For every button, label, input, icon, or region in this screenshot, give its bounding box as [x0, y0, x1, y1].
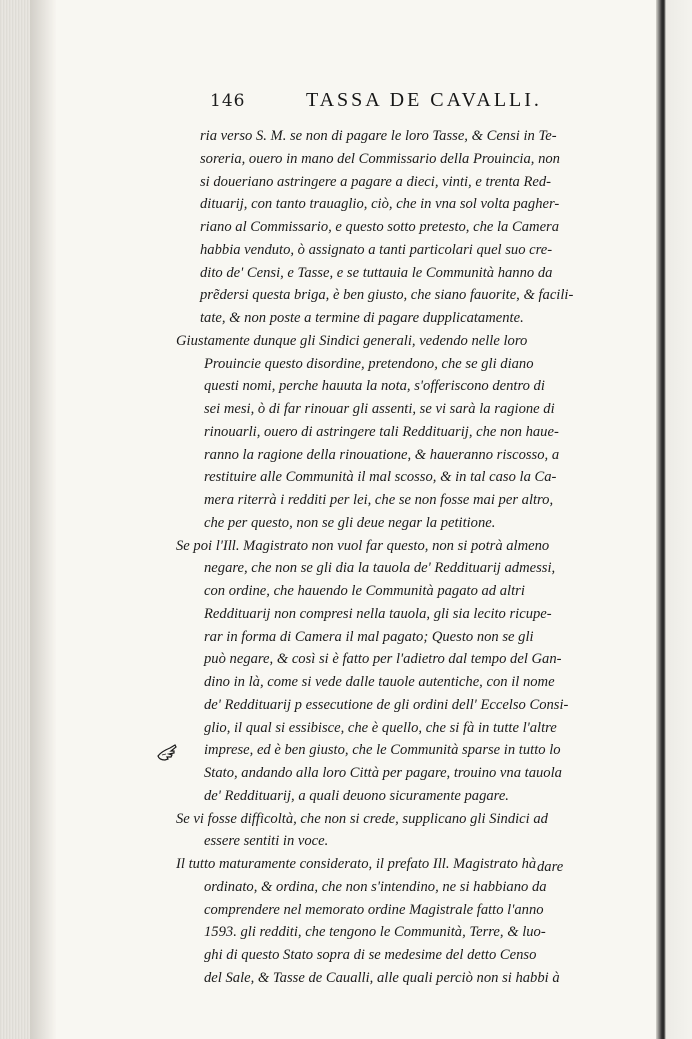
- text-line: ordinato, & ordina, che non s'intendino, ne si habbiano da: [204, 878, 547, 895]
- paragraph: [172, 330, 592, 535]
- text-line: che per questo, non se gli deue negar la petitione.: [204, 514, 496, 531]
- running-title: TASSA DE CAVALLI.: [306, 89, 542, 111]
- text-line: sei mesi, ò di far rinouar gli assenti, se vi sarà la ragione di: [204, 401, 555, 417]
- page-header: [210, 91, 570, 121]
- text-line: questi nomi, perche hauuta la nota, s'offeriscono dentro di: [204, 378, 545, 395]
- text-line: Reddituarij non compresi nella tauola, gli sia lecito ricupe-: [204, 605, 552, 622]
- text-line: ghi di questo Stato sopra di se medesime del detto Censo: [204, 947, 537, 963]
- text-line: può negare, & così si è fatto per l'adietro dal tempo del Gan-: [204, 651, 562, 668]
- text-line: restituire alle Communità il mal scosso, & in tal caso la Ca-: [204, 469, 557, 486]
- text-line: soreria, ouero in mano del Commissario della Prouincia, non: [200, 150, 560, 167]
- text-line: comprendere nel memorato ordine Magistrale fatto l'anno: [204, 901, 544, 918]
- facing-page-edge: [656, 0, 692, 1039]
- text-line: Prouincie questo disordine, pretendono, che se gli diano: [204, 355, 534, 372]
- text-line: mera riterrà i redditi per lei, che se non fosse mai per altro,: [204, 492, 554, 508]
- page-stack-edge: [0, 0, 30, 1039]
- text-line: dino in là, come si vede dalle tauole autentiche, con il nome: [204, 674, 555, 690]
- text-line: ranno la ragione della rinouatione, & haueranno riscosso, a: [204, 446, 560, 463]
- text-line: Stato, andando alla loro Città per pagare, trouino vna tauola: [204, 765, 562, 781]
- paragraph: [172, 808, 592, 854]
- gutter-shadow: [30, 0, 56, 1039]
- text-line: de' Reddituarij p essecutione de gli ordini dell' Eccelso Consi-: [204, 696, 569, 713]
- text-line: negare, che non se gli dia la tauola de' Reddituarij admessi,: [204, 560, 556, 577]
- text-line: imprese, ed è ben giusto, che le Communità sparse in tutto lo: [204, 742, 561, 759]
- text-line: dito de' Censi, e Tasse, e se tuttauia le Communità hanno da: [200, 264, 553, 281]
- text-line: del Sale, & Tasse de Caualli, alle quali perciò non si habbi à: [204, 969, 560, 986]
- text-line: essere sentiti in voce.: [204, 833, 329, 850]
- text-line: Se poi l'Ill. Magistrato non vuol far questo, non si potrà almeno: [176, 537, 550, 554]
- text-line: habbia venduto, ò assignato a tanti particolari quel suo cre-: [200, 241, 553, 258]
- paragraph: [172, 535, 592, 808]
- text-line: ria verso S. M. se non di pagare le loro Tasse, & Censi in Te-: [200, 128, 557, 144]
- text-line: si doueriano astringere a pagare a dieci, vinti, e trenta Red-: [200, 173, 551, 190]
- text-line: prẽdersi questa briga, è ben giusto, che siano fauorite, & facili-: [200, 287, 574, 304]
- text-line: 1593. gli redditi, che tengono le Communità, Terre, & luo-: [204, 924, 546, 941]
- paragraph: [172, 125, 592, 330]
- text-line: rar in forma di Camera il mal pagato; Questo non se gli: [204, 628, 534, 645]
- catchword: dare: [537, 859, 564, 875]
- body-text: [172, 125, 592, 990]
- text-line: dituarij, con tanto trauaglio, ciò, che in vna sol volta pagher-: [200, 196, 560, 213]
- text-line: Giustamente dunque gli Sindici generali, vedendo nelle loro: [176, 332, 528, 349]
- text-line: Se vi fosse difficoltà, che non si crede, supplicano gli Sindici ad: [176, 810, 548, 827]
- text-line: glio, il qual si essibisce, che è quello, che si fà in tutte l'altre: [204, 719, 557, 736]
- text-line: tate, & non poste a termine di pagare dupplicatamente.: [200, 310, 524, 326]
- text-line: rinouarli, ouero di astringere tali Reddituarij, che non haue-: [204, 423, 559, 440]
- paragraph: [172, 853, 592, 990]
- text-line: Il tutto maturamente considerato, il prefato Ill. Magistrato hà: [176, 856, 537, 872]
- text-line: riano al Commissario, e questo sotto pretesto, che la Camera: [200, 219, 560, 235]
- text-line: de' Reddituarij, a quali deuono sicuramente pagare.: [204, 787, 509, 804]
- text-line: con ordine, che hauendo le Communità pagato ad altri: [204, 583, 525, 599]
- page-number: 146: [210, 91, 246, 111]
